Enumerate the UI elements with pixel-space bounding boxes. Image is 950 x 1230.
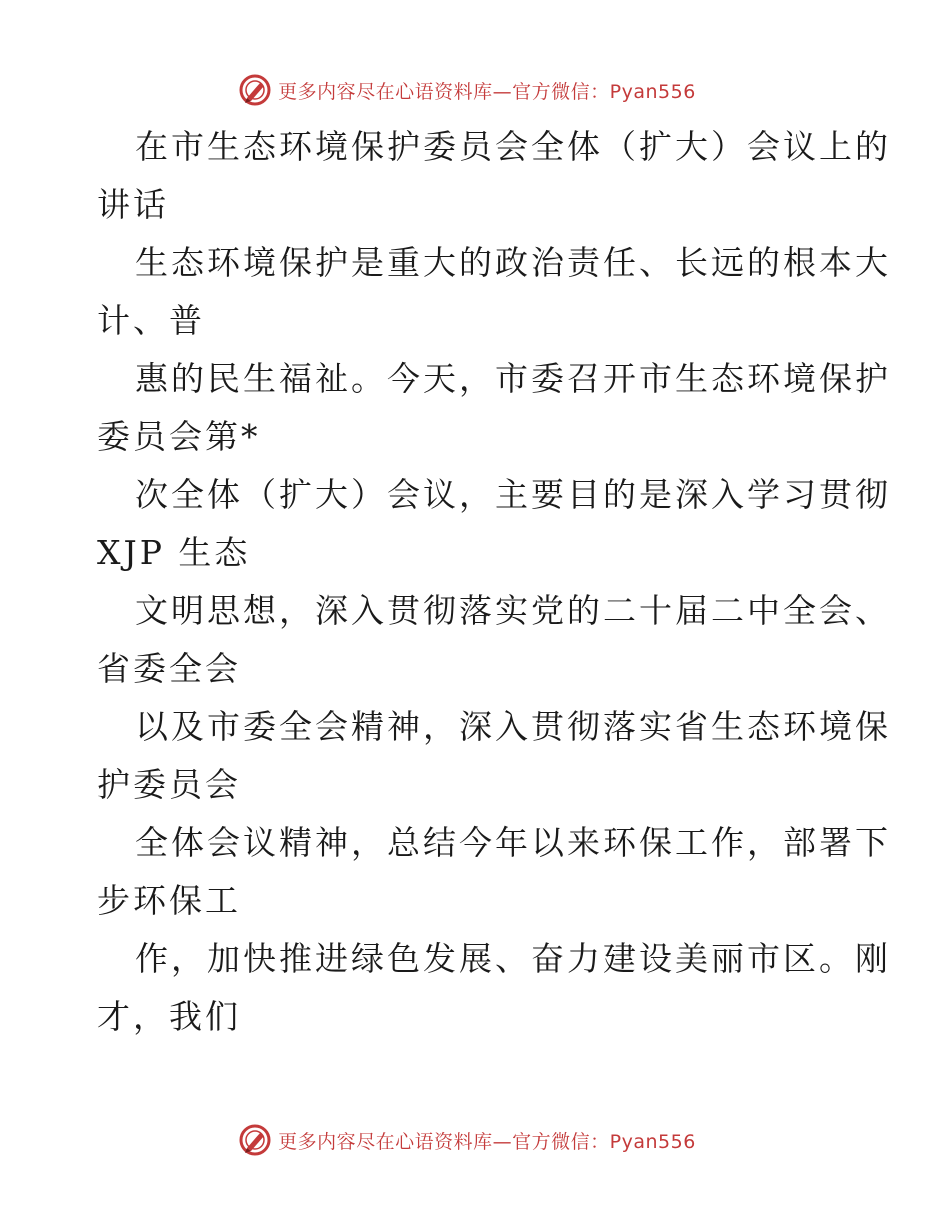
text-line: 步环保工 bbox=[97, 881, 241, 920]
text-line: 作，加快推进绿色发展、奋力建设美丽市区。刚 bbox=[135, 939, 891, 978]
banner-text: 更多内容尽在心语资料库—官方微信：Pyan556 bbox=[278, 80, 696, 103]
text-line: 惠的民生福祉。今天，市委召开市生态环境保护 bbox=[135, 359, 891, 398]
pen-logo-icon bbox=[238, 1123, 272, 1157]
text-line: 生态环境保护是重大的政治责任、长远的根本大 bbox=[135, 243, 891, 282]
text-line: 委员会第* bbox=[97, 417, 261, 456]
text-line: 才，我们 bbox=[97, 997, 241, 1036]
text-line: 讲话 bbox=[97, 185, 169, 224]
footer-banner bbox=[0, 1120, 950, 1160]
text-line: 文明思想，深入贯彻落实党的二十届二中全会、 bbox=[135, 591, 891, 630]
text-line: 护委员会 bbox=[97, 765, 241, 804]
text-line: 以及市委全会精神，深入贯彻落实省生态环境保 bbox=[135, 707, 891, 746]
text-line: 省委全会 bbox=[97, 649, 241, 688]
header-banner bbox=[0, 70, 950, 110]
text-line: 全体会议精神，总结今年以来环保工作，部署下 bbox=[135, 823, 891, 862]
document-body bbox=[97, 118, 891, 1046]
text-line: 计、普 bbox=[97, 301, 205, 340]
pen-logo-icon bbox=[238, 73, 272, 107]
text-line: 在市生态环境保护委员会全体（扩大）会议上的 bbox=[135, 127, 891, 166]
banner-text: 更多内容尽在心语资料库—官方微信：Pyan556 bbox=[278, 1130, 696, 1153]
text-line: XJP 生态 bbox=[97, 533, 251, 572]
text-line: 次全体（扩大）会议，主要目的是深入学习贯彻 bbox=[135, 475, 891, 514]
